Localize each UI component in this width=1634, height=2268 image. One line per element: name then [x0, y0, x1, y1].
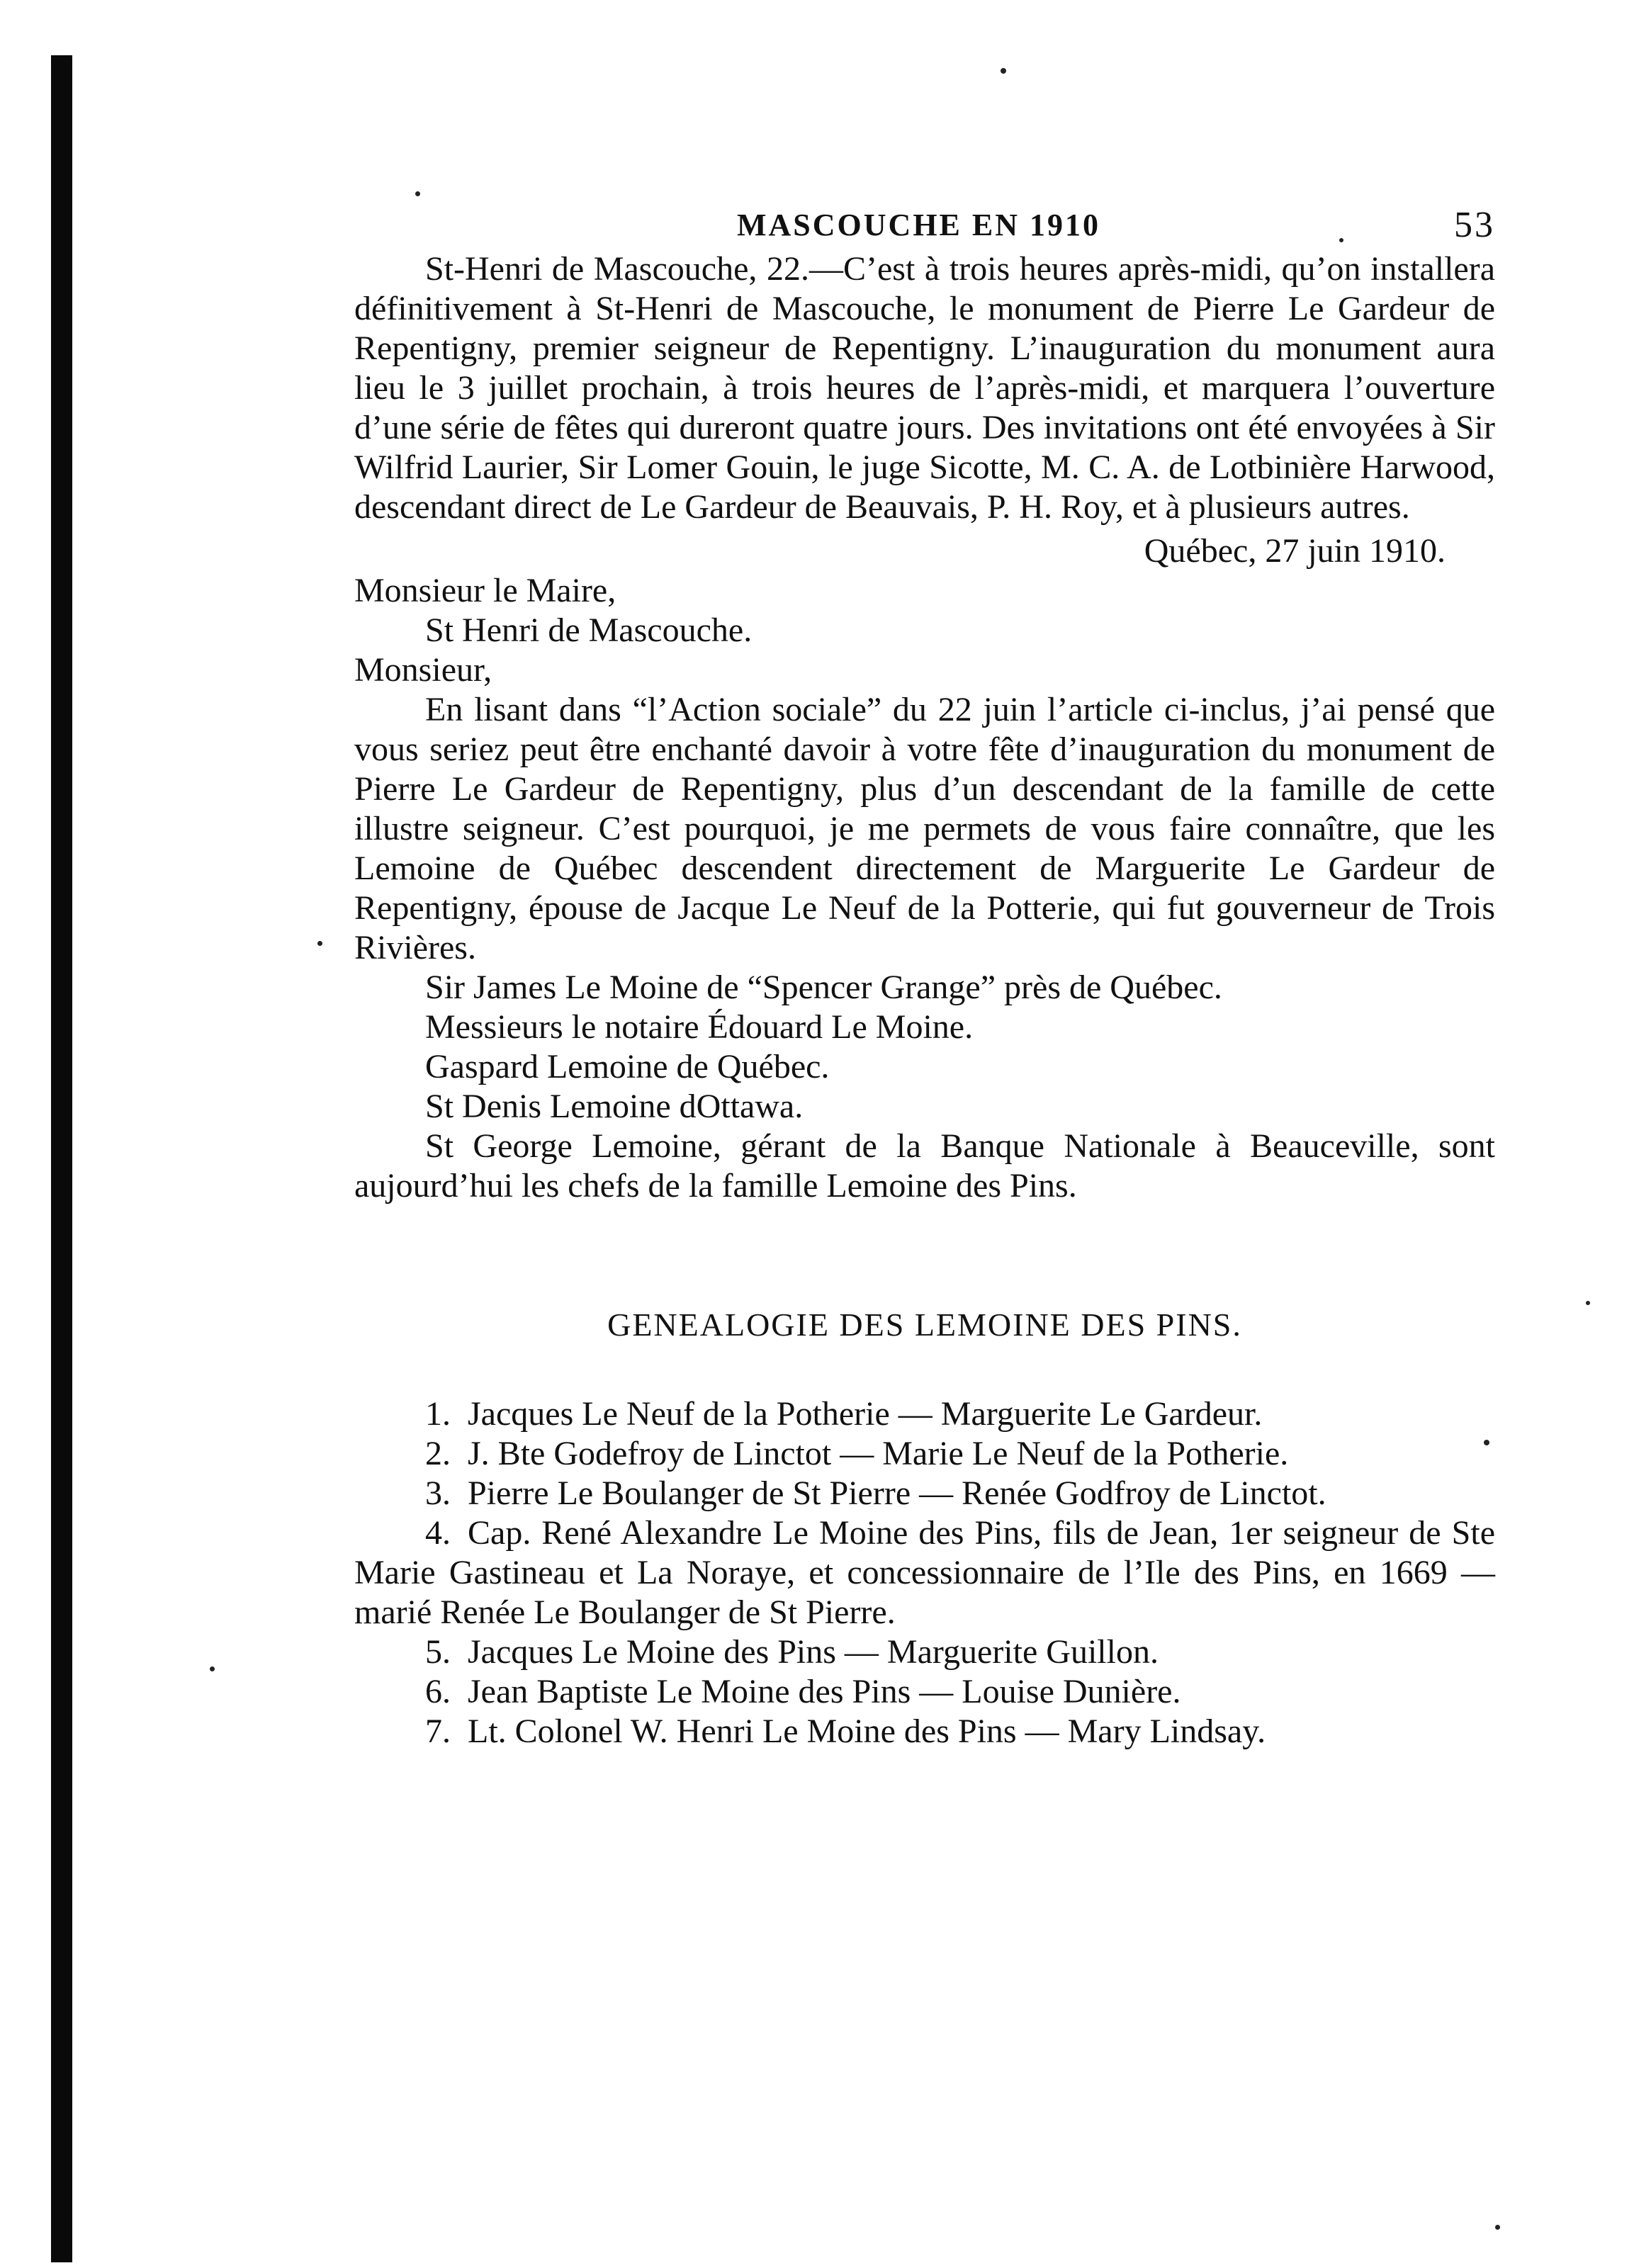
letter-date: Québec, 27 juin 1910.	[1144, 532, 1446, 570]
letter-addressee: Monsieur le Maire,	[354, 572, 616, 609]
page-number: 53	[1454, 205, 1495, 245]
genealogy-number: 1.	[425, 1395, 451, 1433]
genealogy-number: 6.	[425, 1673, 451, 1710]
scan-speck	[1495, 2225, 1500, 2230]
book-page	[354, 200, 1495, 1751]
genealogy-item	[354, 1394, 1495, 1434]
letter-addressee-place: St Henri de Mascouche.	[425, 611, 753, 649]
genealogy-item	[354, 1434, 1495, 1474]
genealogy-number: 2.	[425, 1435, 451, 1472]
genealogy-text: Cap. René Alexandre Le Moine des Pins, fils de Jean, 1er seigneur de Ste Marie Gastineau et La Noraye, et concessionnaire de l’Ile des Pins, en 1669 — marié Renée Le Boulanger de St Pierre.	[354, 1514, 1495, 1631]
genealogy-number: 7.	[425, 1713, 451, 1750]
scan-speck	[317, 941, 322, 946]
letter-closing-line: St George Lemoine, gérant de la Banque Nationale à Beauceville, sont aujourd’hui les chefs de la famille Lemoine des Pins.	[354, 1127, 1495, 1204]
family-line: Gaspard Lemoine de Québec.	[425, 1048, 830, 1085]
genealogy-item	[354, 1474, 1495, 1513]
news-paragraph: St-Henri de Mascouche, 22.—C’est à trois heures après-midi, qu’on installera définitivement à St-Henri de Mascouche, le monument de Pierre Le Gardeur de Repentigny, premier seigneur de Repentigny. L’inauguration du monument aura lieu le 3 juillet prochain, à trois heures de l’après-midi, et marquera l’ouverture d’une série de fêtes qui dureront quatre jours. Des invitations ont été envoyées à Sir Wilfrid Laurier, Sir Lomer Gouin, le juge Sicotte, M. C. A. de Lotbinière Harwood, descendant direct de Le Gardeur de Beauvais, P. H. Roy, et à plusieurs autres.	[354, 250, 1495, 526]
genealogy-number: 5.	[425, 1633, 451, 1671]
scan-edge-bar	[51, 55, 72, 2262]
genealogy-text: Lt. Colonel W. Henri Le Moine des Pins — Mary Lindsay.	[468, 1713, 1266, 1750]
genealogy-text: Pierre Le Boulanger de St Pierre — Renée Godfroy de Linctot.	[468, 1474, 1326, 1512]
scan-speck	[210, 1666, 215, 1671]
running-head-title: MASCOUCHE EN 1910	[737, 208, 1101, 242]
letter-body: En lisant dans “l’Action sociale” du 22 juin l’article ci-inclus, j’ai pensé que vous seriez peut être enchanté davoir à votre fête d’inauguration du monument de Pierre Le Gardeur de Repentigny, plus d’un descendant de la famille de cette illustre seigneur. C’est pourquoi, je me permets de vous faire connaître, que les Lemoine de Québec descendent directement de Marguerite Le Gardeur de Repentigny, épouse de Jacque Le Neuf de la Potterie, qui fut gouverneur de Trois Rivières.	[354, 691, 1495, 966]
genealogy-text: Jacques Le Moine des Pins — Marguerite Guillon.	[468, 1633, 1159, 1671]
genealogy-title: GENEALOGIE DES LEMOINE DES PINS.	[607, 1307, 1242, 1343]
family-line: St Denis Lemoine dOttawa.	[425, 1088, 804, 1125]
genealogy-item	[354, 1632, 1495, 1672]
genealogy-text: Jean Baptiste Le Moine des Pins — Louise Dunière.	[468, 1673, 1181, 1710]
letter-salutation: Monsieur,	[354, 651, 492, 689]
scan-speck	[1001, 68, 1006, 74]
genealogy-number: 4.	[425, 1514, 451, 1552]
genealogy-text: Jacques Le Neuf de la Potherie — Marguerite Le Gardeur.	[468, 1395, 1263, 1433]
genealogy-text: J. Bte Godefroy de Linctot — Marie Le Neuf de la Potherie.	[468, 1435, 1289, 1472]
scan-speck	[415, 191, 420, 196]
genealogy-item	[354, 1513, 1495, 1632]
family-line: Sir James Le Moine de “Spencer Grange” près de Québec.	[425, 969, 1222, 1006]
genealogy-item	[354, 1712, 1495, 1751]
genealogy-item	[354, 1672, 1495, 1712]
running-head	[354, 200, 1495, 249]
genealogy-number: 3.	[425, 1474, 451, 1512]
scan-speck	[1586, 1301, 1590, 1305]
family-line: Messieurs le notaire Édouard Le Moine.	[425, 1008, 974, 1046]
